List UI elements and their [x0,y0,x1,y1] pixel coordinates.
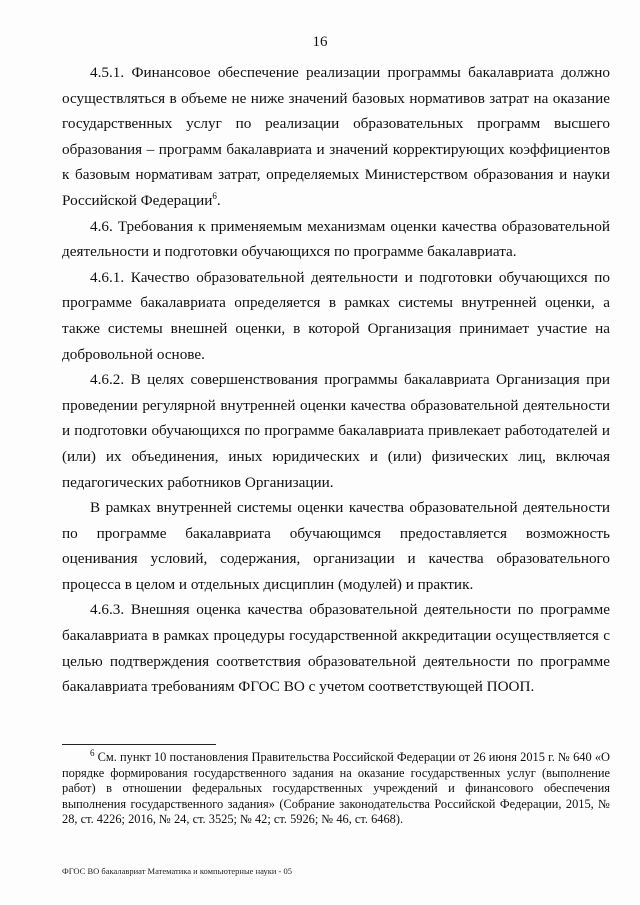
paragraph-4-6: 4.6. Требования к применяемым механизмам оценки качества образовательной деятельности и подготовки обучающихся по программе бакалавриата. [62,217,610,261]
footnote-divider [62,744,216,745]
paragraph-end: . [216,191,221,209]
page-number: 16 [312,34,328,50]
footnote [62,747,610,828]
footnote-paragraph [62,747,610,828]
page-footer: ФГОС ВО бакалавриат Математика и компьютерные науки - 05 [62,866,292,876]
paragraph-4-6-1: 4.6.1. Качество образовательной деятельности и подготовки обучающихся по программе бакалавриата определяется в рамках системы внутренней оценки, а также системы внешней оценки, в которой Организация принимает участие на добровольной основе. [62,268,610,363]
footnote-marker: 6 [90,747,95,758]
paragraph-4-6-2: 4.6.2. В целях совершенствования программы бакалавриата Организация при проведении регулярной внутренней оценки качества образовательной деятельности и подготовки обучающихся по программе бакалавриата привлекает работодателей и (или) их объединения, иных юридических и (или) физических лиц, включая педагогических работников Организации. [62,371,610,491]
footnote-reference: 6 [212,190,217,201]
main-text [62,60,610,700]
footnote-text: См. пункт 10 постановления Правительства Российской Федерации от 26 июня 2015 г. № 640 «О порядке формирования государственного задания на оказание государственных услуг (выполнение работ) в отношении федеральных государственных учреждений и финансового обеспечения выполнения государственного задания» (Собрание законодательства Российской Федерации, 2015, № 28, ст. 4226; 2016, № 24, ст. 3525; № 42; ст. 5926; № 46, ст. 6468). [62,750,610,827]
paragraph-internal-assessment: В рамках внутренней системы оценки качества образовательной деятельности по программе бакалавриата обучающимся предоставляется возможность оценивания условий, содержания, организации и качества образовательного процесса в целом и отдельных дисциплин (модулей) и практик. [62,499,610,593]
paragraph-4-5-1 [62,60,610,214]
paragraph-4-6-3: 4.6.3. Внешняя оценка качества образовательной деятельности по программе бакалавриата в рамках процедуры государственной аккредитации осуществляется с целью подтверждения соответствия образовательной деятельности по программе бакалавриата требованиям ФГОС ВО с учетом соответствующей ПООП. [62,601,610,696]
paragraph-text: 4.5.1. Финансовое обеспечение реализации программы бакалавриата должно осуществляться в объеме не ниже значений базовых нормативов затрат на оказание государственных услуг по реализации образовательных программ высшего образования – программ бакалавриата и значений корректирующих коэффициентов к базовым нормативам затрат, определяемых Министерством образования и науки Российской Федерации [62,64,610,209]
